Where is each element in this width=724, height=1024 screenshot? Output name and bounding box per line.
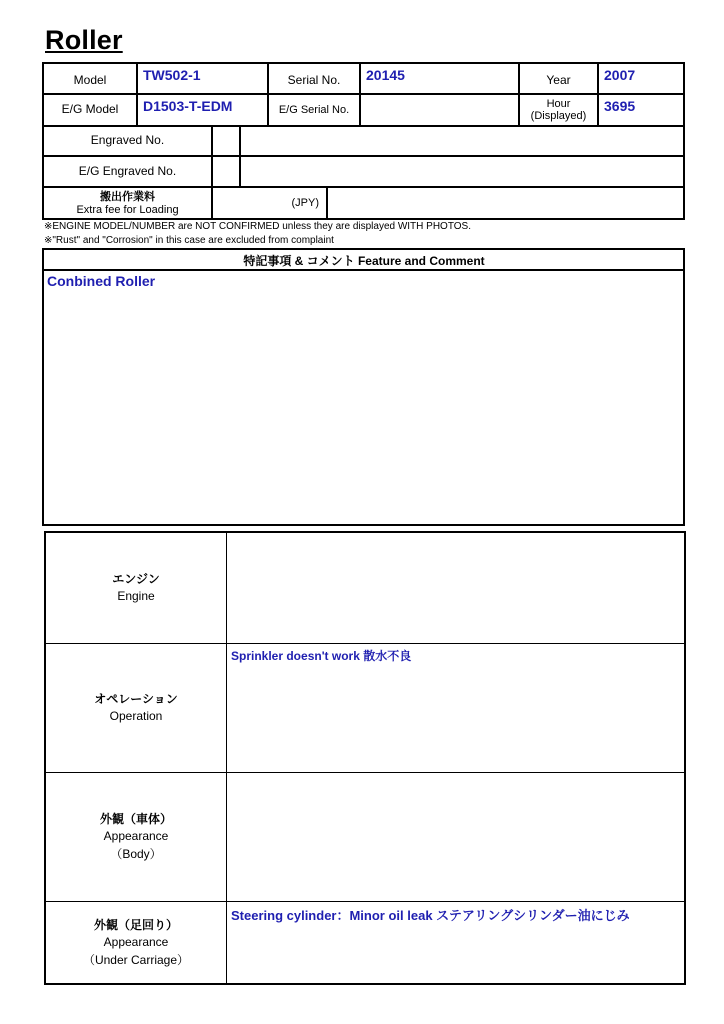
model-label: Model — [73, 72, 107, 87]
eg-engraved-label: E/G Engraved No. — [78, 163, 177, 178]
year-value: 2007 — [604, 67, 636, 83]
engine-label-en: Engine — [117, 589, 155, 603]
appearance-body-label-en2: （Body） — [110, 846, 162, 861]
feature-comment-box — [42, 248, 685, 526]
rust-note: ※"Rust" and "Corrosion" in this case are excluded from complaint — [44, 235, 334, 246]
operation-row-label — [46, 644, 226, 772]
appearance-undercarriage-label-en: Appearance — [103, 935, 169, 950]
eg-model-value: D1503-T-EDM — [143, 98, 233, 114]
eg-serial-label: E/G Serial No. — [278, 103, 350, 116]
appearance-undercarriage-comment: Steering cylinder：Minor oil leak ステアリングシリンダー油にじみ — [231, 908, 630, 923]
serial-label: Serial No. — [287, 72, 341, 87]
hour-label — [520, 95, 597, 125]
operation-label-en: Operation — [109, 709, 163, 723]
feature-comment-heading: 特記事項 & コメント Feature and Comment — [243, 253, 485, 268]
divider — [226, 531, 227, 985]
divider — [326, 186, 328, 220]
appearance-undercarriage-label-jp: 外観（足回り） — [93, 917, 178, 932]
divider — [239, 125, 241, 187]
hour-label-line1: Hour — [546, 97, 571, 110]
extra-fee-label-jp: 搬出作業料 — [100, 191, 155, 204]
appearance-body-label-en: Appearance — [103, 829, 169, 844]
operation-comment: Sprinkler doesn't work 散水不良 — [231, 649, 412, 663]
feature-comment-text: Conbined Roller — [47, 273, 156, 289]
year-label: Year — [546, 72, 571, 87]
appearance-body-row-label — [46, 773, 226, 901]
page-title: Roller — [45, 25, 123, 55]
eg-serial-value — [361, 95, 518, 125]
appearance-undercarriage-row-label — [46, 902, 226, 984]
eg-model-label: E/G Model — [61, 102, 119, 117]
engraved-label: Engraved No. — [90, 133, 165, 148]
hour-value: 3695 — [604, 98, 636, 114]
engine-row-label — [46, 533, 226, 643]
engine-note: ※ENGINE MODEL/NUMBER are NOT CONFIRMED unless they are displayed WITH PHOTOS. — [44, 221, 471, 232]
appearance-undercarriage-label-en2: （Under Carriage） — [82, 952, 190, 967]
extra-fee-label-en: Extra fee for Loading — [76, 203, 179, 216]
hour-label-line2: (Displayed) — [530, 110, 587, 122]
engine-label-jp: エンジン — [112, 571, 160, 586]
appearance-body-label-jp: 外観（車体） — [99, 811, 172, 826]
serial-value: 20145 — [366, 67, 405, 83]
operation-label-jp: オペレーション — [94, 691, 178, 706]
currency-label: (JPY) — [291, 197, 319, 210]
model-value: TW502-1 — [143, 67, 201, 83]
extra-fee-label — [44, 188, 211, 219]
